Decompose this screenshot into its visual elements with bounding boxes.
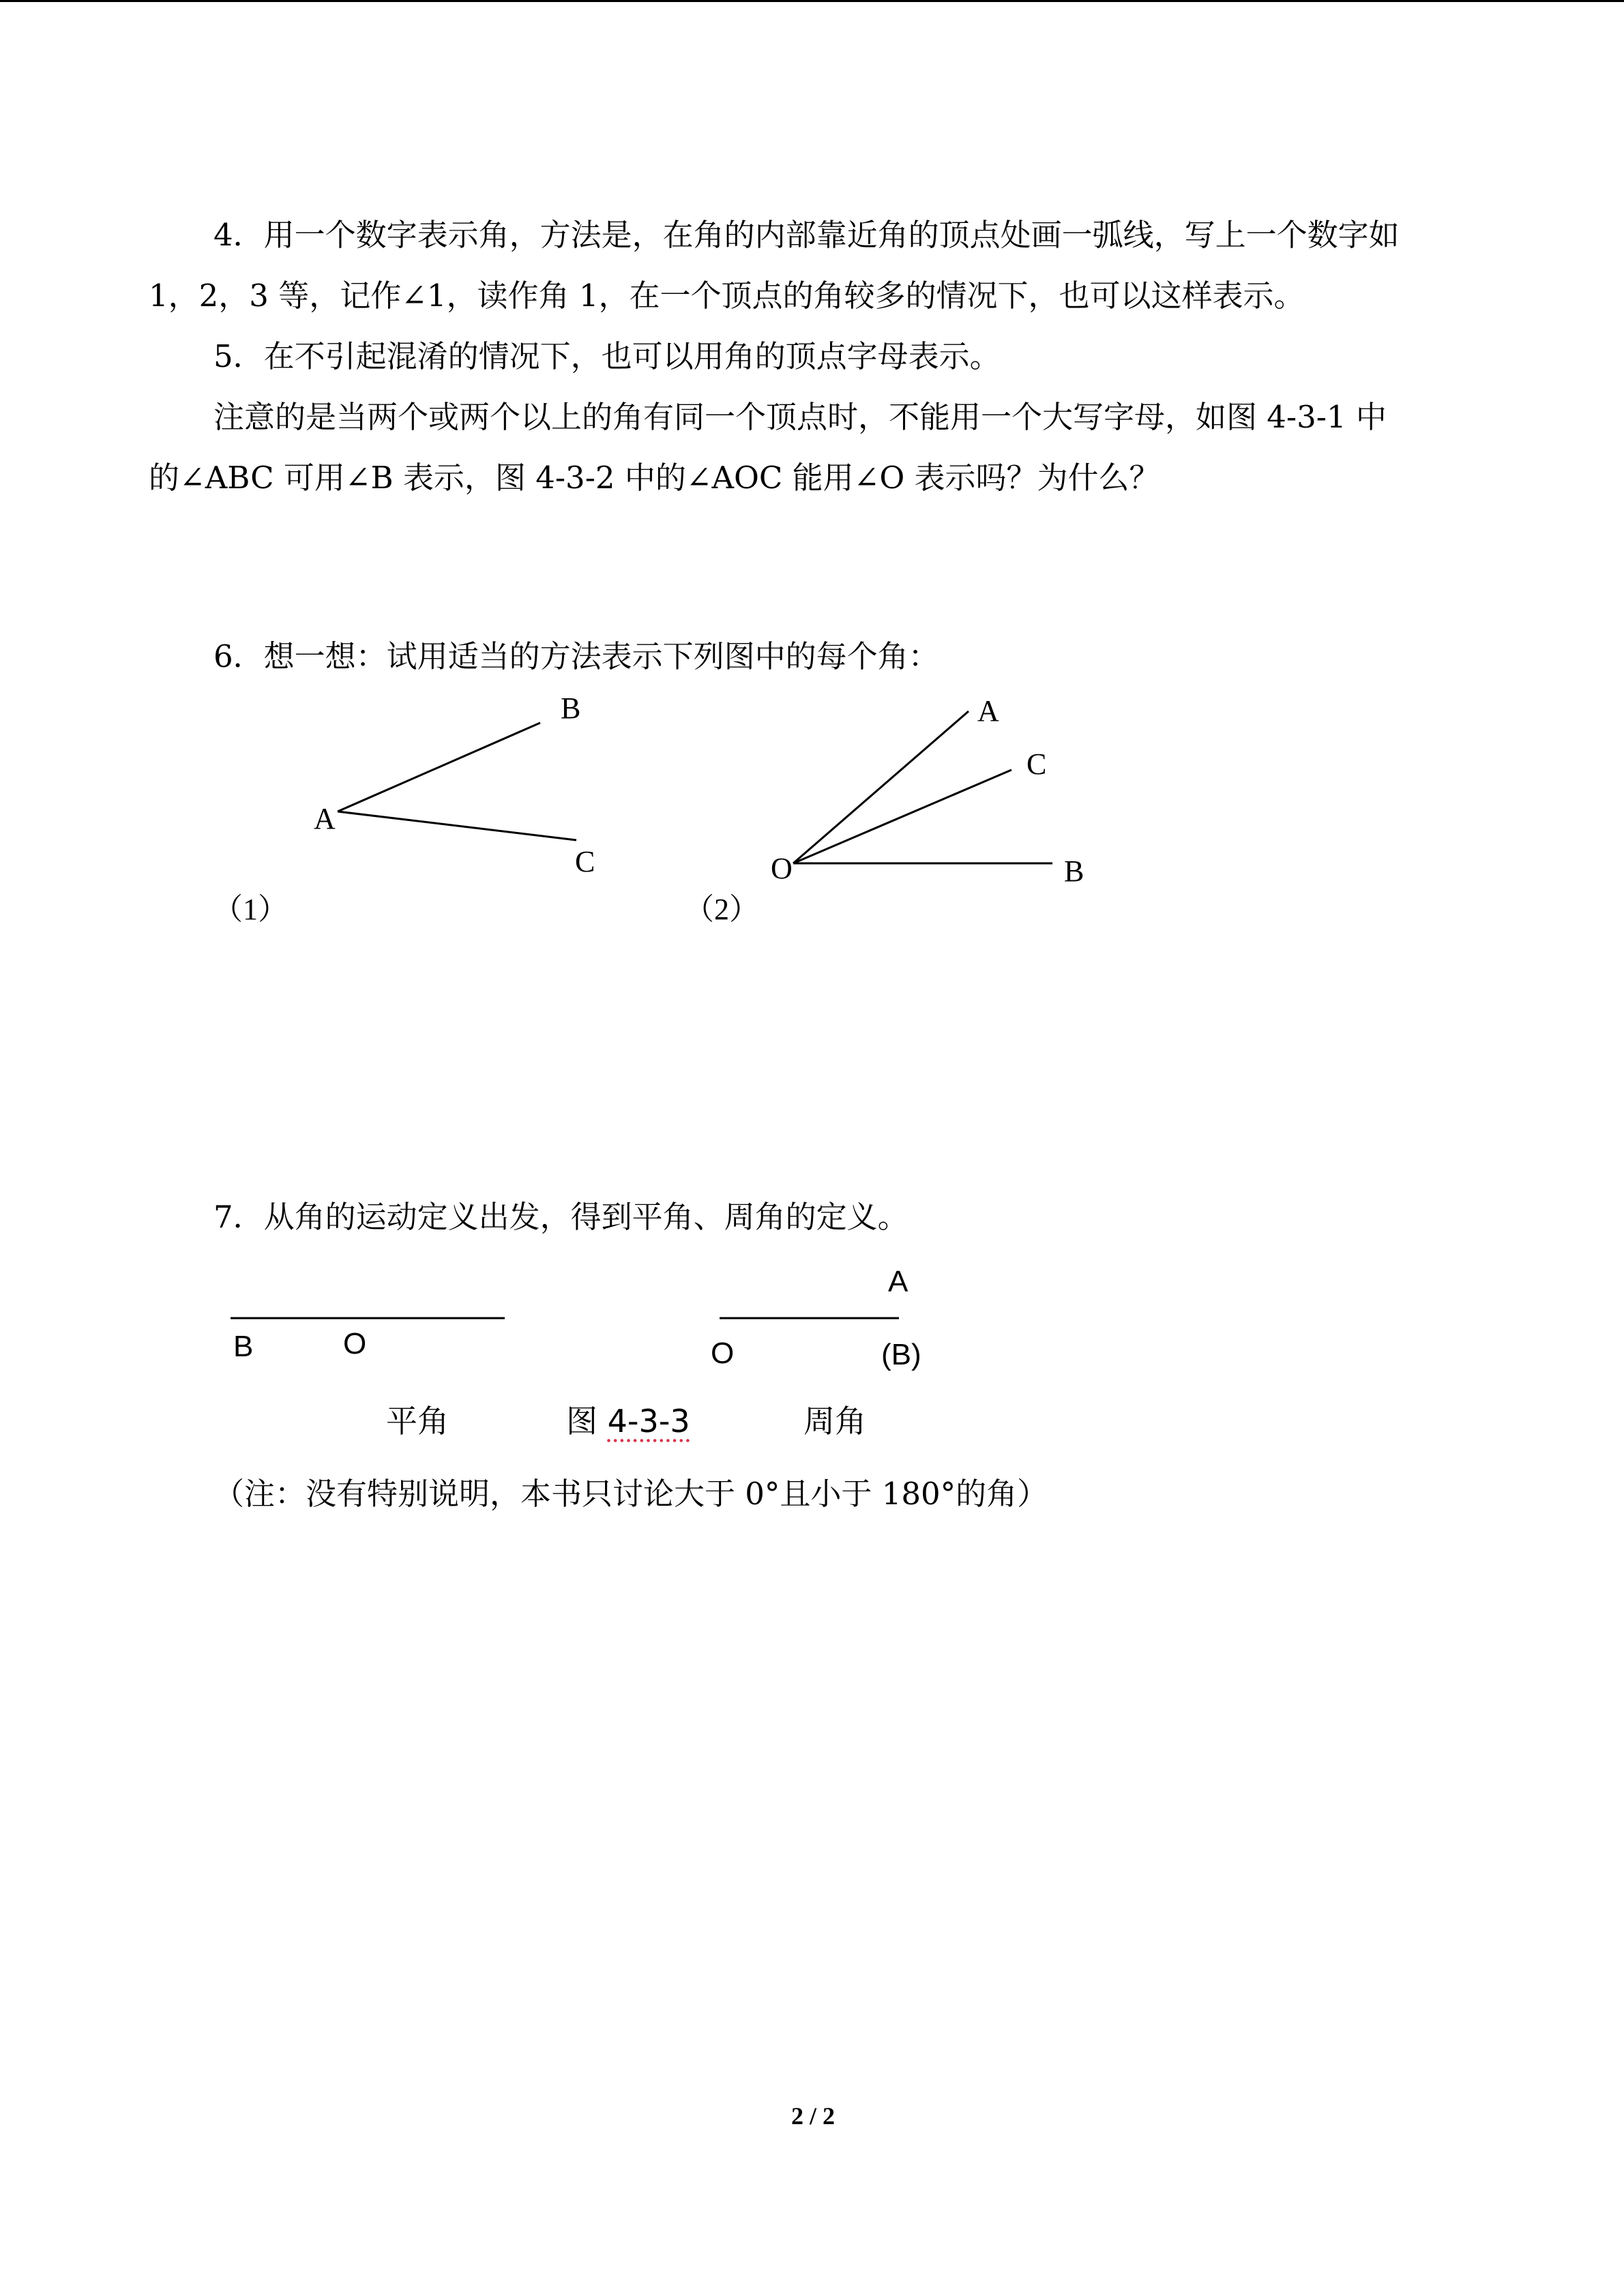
fig1-number: （1） xyxy=(213,893,288,926)
straight-angle-label-O: O xyxy=(343,1327,367,1360)
caption-round-angle: 周角 xyxy=(803,1403,866,1440)
ray-OA xyxy=(793,711,969,863)
fig2-label-A: A xyxy=(977,694,999,728)
paragraph-4-line-1: 4．用一个数字表示角，方法是，在角的内部靠近角的顶点处画一弧线，写上一个数字如 xyxy=(213,217,1400,253)
fig2-label-B: B xyxy=(1064,854,1084,888)
round-angle-label-B: (B) xyxy=(881,1338,921,1371)
paragraph-4-line-2: 1，2，3 等，记作∠1，读作角 1，在一个顶点的角较多的情况下，也可以这样表示。 xyxy=(149,278,1305,314)
ray-AC xyxy=(338,811,576,840)
caption-figure-number: 4-3-3 xyxy=(607,1403,690,1440)
round-angle-label-A: A xyxy=(888,1265,909,1298)
page-number: 2 / 2 xyxy=(791,2102,836,2130)
fig2-label-O: O xyxy=(771,852,793,885)
ray-AB xyxy=(338,723,540,811)
caption-figure-prefix: 图 xyxy=(566,1403,608,1440)
caption-straight-angle: 平角 xyxy=(386,1403,449,1440)
fig2-number: （2） xyxy=(684,893,759,926)
ray-OC xyxy=(793,770,1012,863)
fig1-label-A: A xyxy=(314,802,336,835)
paragraph-7: 7．从角的运动定义出发，得到平角、周角的定义。 xyxy=(213,1199,909,1235)
paragraph-5: 5．在不引起混淆的情况下，也可以用角的顶点字母表示。 xyxy=(213,338,1001,374)
round-angle-label-O: O xyxy=(711,1337,735,1370)
footnote: （注：没有特别说明，本书只讨论大于 0°且小于 180°的角） xyxy=(213,1476,1048,1512)
fig1-label-B: B xyxy=(561,691,581,725)
fig1-label-C: C xyxy=(575,845,595,878)
note-line-1: 注意的是当两个或两个以上的角有同一个顶点时，不能用一个大写字母，如图 4-3-1 中 xyxy=(213,399,1387,435)
straight-angle-label-B: B xyxy=(233,1330,254,1363)
fig2-label-C: C xyxy=(1027,747,1047,781)
note-line-2: 的∠ABC 可用∠B 表示，图 4-3-2 中的∠AOC 能用∠O 表示吗？为什么？ xyxy=(149,460,1160,496)
paragraph-6: 6．想一想：试用适当的方法表示下列图中的每个角： xyxy=(213,638,939,674)
caption-figure xyxy=(566,1397,690,1442)
